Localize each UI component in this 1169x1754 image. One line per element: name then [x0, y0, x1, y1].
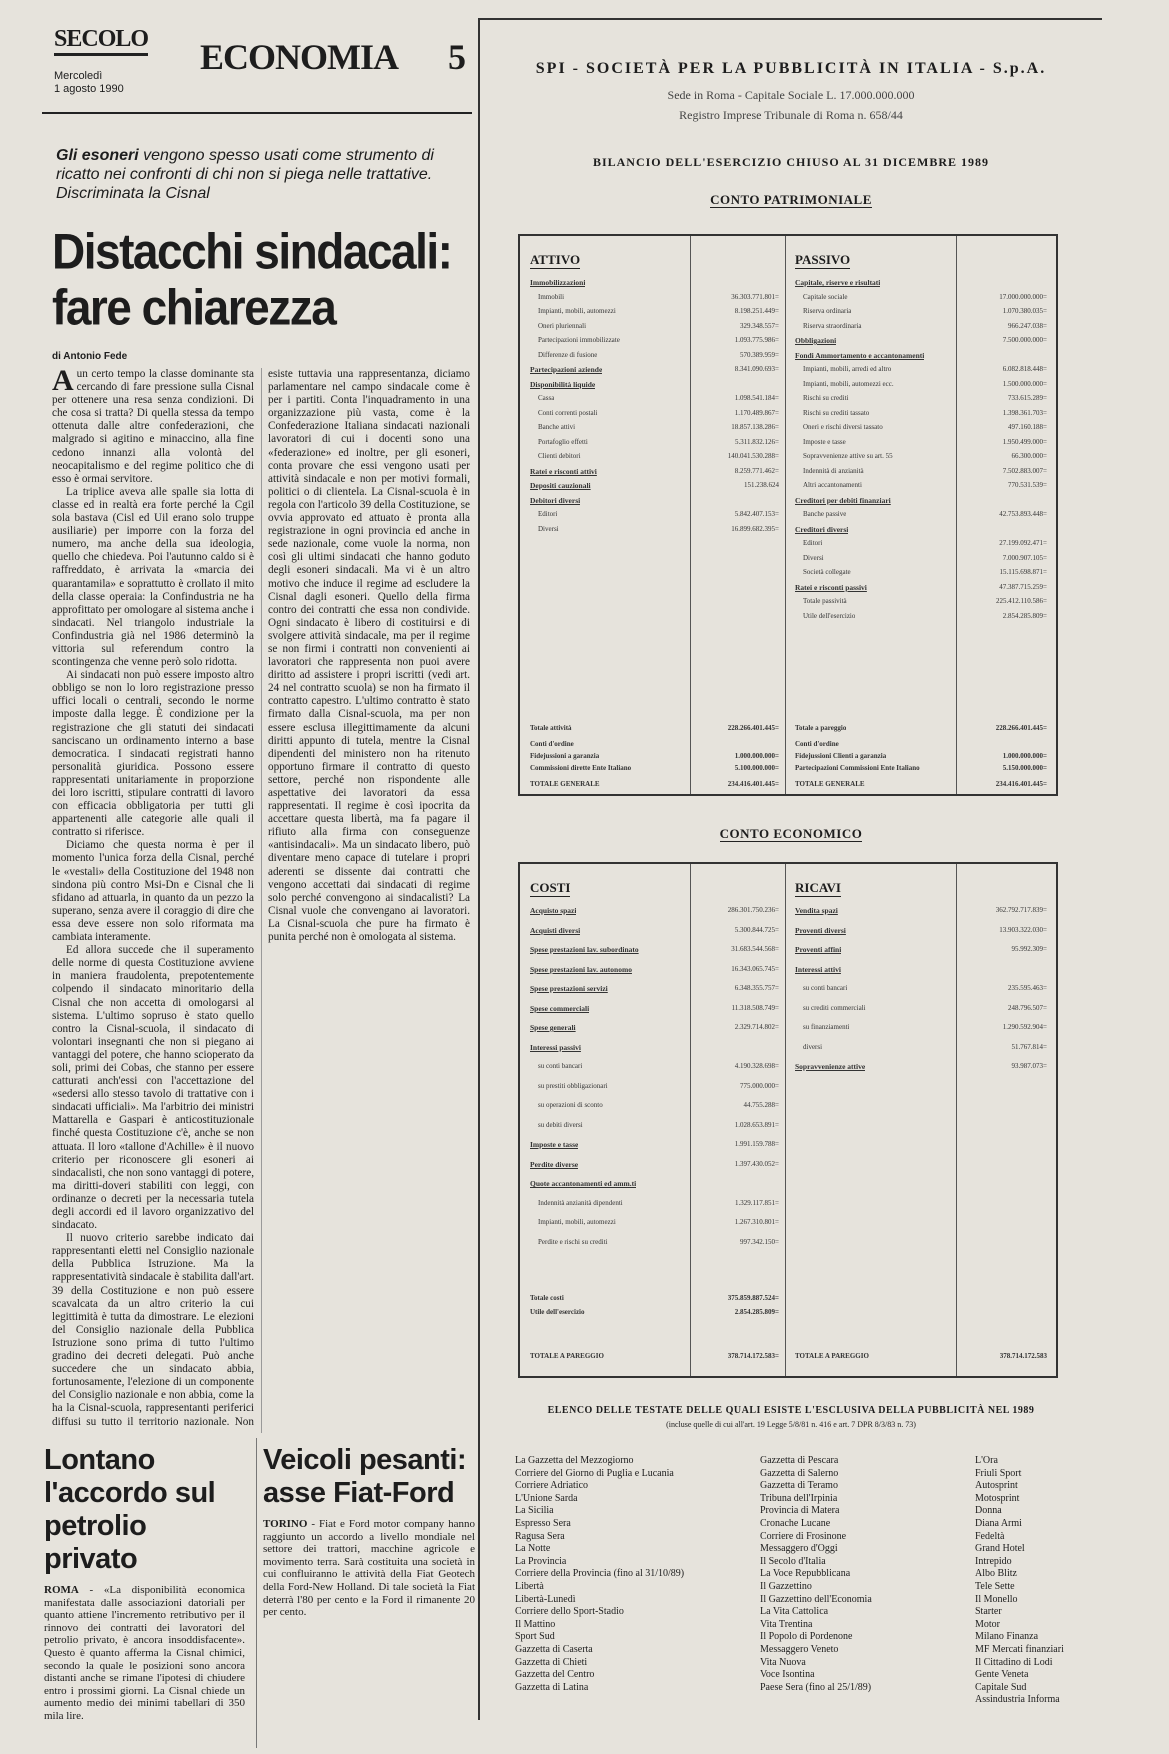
publications-title: ELENCO DELLE TESTATE DELLE QUALI ESISTE L'ESCLUSIVA DELLA PUBBLICITÀ NEL 1989	[547, 1405, 1035, 1416]
publication-item: MF Mercati finanziari	[975, 1643, 1064, 1655]
balance-row-label: Immobili	[538, 292, 565, 301]
total-row-value: 1.000.000.000=	[1002, 752, 1047, 760]
balance-row-value: 51.767.814=	[1011, 1042, 1047, 1051]
article-paragraph: Ed allora succede che il superamento delle norme di questa Costituzione avviene in maniera fraudolenta, prepotentemente colpendo il sindacato minoritario della Cisnal che non accetta di omologarsi al sistema. L'ultimo sopruso è stato quello contro la Cisnal-scuola, il sindacato di volontari insegnanti che non si piegano ai vantaggi del potere, che hanno scioperato da soli, primi dei Cobas, che stanno per essere catturati anch'essi con l'accettazione del «sedersi allo stesso tavolo di trattative con i sindacati ufficiali». Ma l'arbitrio dei ministri Mattarella e Gaspari è anticostituzionale finché questa Costituzione c'è, anche se non attuata. Il loro «tallone d'Achille» è il nuovo criterio per riconoscere gli esoneri ai sindacalisti, che non sono vantaggi di potere, ma diritti-doveri stabiliti con leggi, con ordinanze o decreti per la necessaria tutela degli accordi ed il lavoro organizzativo del sindacato.	[52, 944, 254, 1232]
balance-row-label: Conti correnti postali	[538, 408, 598, 417]
balance-row-value: 1.170.489.867=	[734, 408, 779, 417]
balance-row-label: su crediti commerciali	[803, 1003, 866, 1012]
total-row-label: Fidejussioni Clienti a garanzia	[795, 752, 887, 760]
balance-row-label: su operazioni di sconto	[538, 1101, 603, 1109]
balance-row-value: 775.000.000=	[740, 1081, 779, 1090]
balance-row-label: Fondi Ammortamento e accantonamenti	[795, 350, 925, 360]
balance-row-label: Vendita spazi	[795, 906, 838, 915]
dateline: ROMA	[44, 1584, 79, 1596]
publication-item: Tele Sette	[975, 1580, 1015, 1592]
balance-row-label: Immobilizzazioni	[530, 278, 586, 287]
balance-row-label: su finanziamenti	[803, 1023, 850, 1031]
balance-row-label: Acquisti diversi	[530, 925, 581, 935]
publication-item: Gazzetta di Teramo	[760, 1480, 838, 1492]
total-row-label: TOTALE GENERALE	[530, 780, 600, 788]
balance-row-value: 2.329.714.802=	[734, 1023, 779, 1031]
balance-row-value: 6.082.818.448=	[1002, 365, 1047, 373]
kicker-text: vengono spesso usati come strumento di ricatto nei confronti di chi non si piega nelle trattative. Discriminata la Cisnal	[56, 147, 434, 202]
short-text: - Fiat e Ford motor company hanno raggiunto un accordo a livello mondiale nel settore dei trattori, macchine agricole e movimento terra. Sarà costituita una società in cui confluiranno le attività della Fiat Geotech della Ford-New Holland. Di tale società la Fiat deterrà l'80 per cento e la Ford il rimanente 20 per cento.	[263, 1518, 475, 1619]
balance-row-label: Clienti debitori	[538, 452, 581, 460]
balance-row-value: 17.000.000.000=	[999, 292, 1047, 301]
balance-row-label: Diversi	[538, 524, 559, 533]
balance-row-value: 31.683.544.568=	[731, 945, 779, 953]
conto-patrimoniale-table	[518, 234, 1058, 796]
balance-row-label: Creditori diversi	[795, 524, 849, 534]
balance-row-label: Indennità anzianità dipendenti	[538, 1198, 623, 1207]
balance-row-label: Disponibilità liquide	[530, 379, 596, 389]
total-row-label: TOTALE A PAREGGIO	[795, 1352, 869, 1360]
article-byline: di Antonio Fede	[52, 351, 128, 362]
article-paragraph: Ai sindacati non può essere imposto altro obbligo se non lo loro registrazione presso uffici locali o centrali, secondo le norme imposte dalla legge. È condizione per la registrazione che gli statuti dei sindacati sanciscano un ordinamento interno a base democratica. I sindacati registrati hanno personalità giuridica. Possono essere rappresentati unitariamente in proporzione dei loro iscritti, stipulare contratti di lavoro con efficacia obbligatoria per tutti gli appartenenti alle categorie alle quali il contratto si riferisce.	[52, 669, 254, 839]
balance-row-label: Perdite diverse	[530, 1159, 579, 1169]
balance-row-value: 1.397.430.052=	[734, 1159, 779, 1168]
balance-row-label: Obbligazioni	[795, 336, 837, 345]
total-row-value: 375.859.887.524=	[727, 1294, 779, 1302]
total-row-value: 234.416.401.445=	[727, 780, 779, 788]
publication-item: La Notte	[515, 1543, 551, 1555]
balance-row-label: Imposte e tasse	[803, 437, 846, 446]
balance-row-value: 13.903.322.030=	[999, 925, 1047, 934]
article-paragraph: La triplice aveva alle spalle sia lotta di classe ed in realtà era forte perché la Cgil sola bastava (Cisl ed Uil erano solo truppe ausiliarie) per imporre con la forza del numero, ma anche della sua ideologia, quello che chiedeva. Poi l'autunno caldo si è raffreddato, è arrivata la «marcia dei quarantamila» e soprattutto è crollato il mito della classe operaia: la Confindustria ne ha approfittato per omologare al sistema anche i sindacati. Nel triangolo industriale la Confindustria già nel 1986 determinò la vittoria sul referendum contro la scontingenza che venne però solo ridotta.	[52, 485, 254, 669]
article-body	[52, 364, 470, 1433]
publication-item: Albo Blitz	[975, 1568, 1017, 1580]
balance-row-label: Sopravvenienze attive	[795, 1062, 866, 1071]
conto-economico-title	[480, 826, 1102, 842]
balance-row-label: Utile dell'esercizio	[803, 611, 856, 620]
section-title: ECONOMIA	[200, 37, 398, 77]
balance-row-value: 15.115.698.871=	[999, 568, 1047, 576]
balance-row-label: Differenze di fusione	[538, 350, 598, 359]
short-body	[261, 1518, 477, 1619]
publication-item: La Vita Cattolica	[760, 1606, 829, 1618]
publication-item: La Sicilia	[515, 1505, 554, 1517]
publication-item: Il Gazzettino dell'Economia	[760, 1593, 872, 1605]
balance-row-value: 1.329.117.851=	[735, 1198, 779, 1207]
publication-item: La Voce Repubblicana	[760, 1568, 851, 1580]
newspaper-logo: SECOLO	[54, 26, 148, 56]
publications-col-2	[760, 1455, 945, 1707]
publication-item: Gazzetta di Pescara	[760, 1455, 839, 1466]
balance-row-label: Capitale, riserve e risultati	[795, 278, 881, 287]
publication-item: Cronache Lucane	[760, 1517, 831, 1529]
publication-item: Messaggero d'Oggi	[760, 1543, 838, 1555]
balance-row-label: Altri accantonamenti	[803, 481, 862, 489]
total-row-label: TOTALE GENERALE	[795, 780, 865, 788]
conto-economico-label: CONTO ECONOMICO	[719, 826, 863, 841]
publication-item: Tribuna dell'Irpinia	[760, 1492, 838, 1504]
balance-row-value: 770.531.539=	[1008, 481, 1047, 489]
balance-row-value: 497.160.188=	[1008, 423, 1047, 431]
balance-row-label: Oneri pluriennali	[538, 321, 587, 330]
balance-row-label: su debiti diversi	[538, 1120, 583, 1129]
short-headline: Lontano l'accordo sul petrolio privato	[44, 1444, 216, 1575]
publication-item: La Provincia	[515, 1555, 567, 1567]
balance-row-label: su conti bancari	[803, 984, 848, 992]
short-text: - «La disponibilità economica manifestata dalle associazioni datoriali per quanto attiene l'incremento retributivo per il rinnovo dei contratti dei lavoratori del petrolio privato, è ancora insoddisfacente». Questo è quanto afferma la Cisnal chimici, secondo la quale le posizioni sono ancora distanti anche se rimane l'ipotesi di chiudere entro i prossimi giorni. La Cisnal chiede un aumento medio dei minimi tabellari di 350 mila lire.	[44, 1584, 245, 1722]
publication-item: Motor	[975, 1618, 1000, 1630]
balance-row-value: 4.190.328.698=	[734, 1062, 779, 1070]
publication-item: Gente Veneta	[975, 1669, 1029, 1681]
article-headline: Distacchi sindacali: fare chiarezza	[52, 223, 452, 336]
balance-row-label: Cassa	[538, 394, 555, 402]
balance-row-value: 8.259.771.462=	[734, 466, 779, 475]
balance-row-value: 18.857.138.286=	[731, 423, 779, 431]
balance-row-label: Spese commerciali	[530, 1003, 590, 1013]
total-row-value: 1.000.000.000=	[734, 752, 779, 760]
publication-item: Gazzetta del Centro	[515, 1669, 595, 1681]
balance-row-label: Riserva straordinaria	[803, 321, 862, 330]
balance-row-label: Acquisto spazi	[530, 906, 577, 915]
publication-item: Il Gazzettino	[760, 1580, 812, 1592]
balance-row-value: 8.341.090.693=	[734, 365, 779, 373]
balance-row-label: diversi	[803, 1042, 823, 1051]
total-row-label: Utile dell'esercizio	[530, 1308, 585, 1316]
balance-row-label: Editori	[538, 510, 558, 518]
balance-row-value: 93.987.073=	[1011, 1062, 1047, 1070]
advertisement-balance-sheet	[478, 18, 1102, 1720]
publication-item: Corriere del Giorno di Puglia e Lucania	[515, 1467, 674, 1479]
balance-row-value: 1.093.775.986=	[734, 336, 779, 344]
publication-item: Grand Hotel	[975, 1543, 1025, 1555]
publication-item: Messaggero Veneto	[760, 1643, 839, 1655]
publication-item: Il Monello	[975, 1593, 1018, 1605]
issue-full-date: 1 agosto 1990	[54, 83, 124, 95]
publication-item: Ragusa Sera	[515, 1530, 565, 1542]
balance-row-label: Spese prestazioni servizi	[530, 984, 608, 993]
balance-row-label: Creditori per debiti finanziari	[795, 495, 891, 505]
issue-day: Mercoledì	[54, 70, 103, 82]
balance-row-label: Interessi passivi	[530, 1042, 581, 1052]
total-row-label: Totale costi	[530, 1294, 564, 1302]
balance-row-value: 36.303.771.801=	[731, 292, 779, 301]
article-paragraph: Diciamo che questa norma è per il momento l'unica forza della Cisnal, perché le «vestali» della Costituzione del 1948 non sindona più contro Msi-Dn e Cisnal che li sfidano ad attuarla, in quanto da un pezzo la superano, senza avere il coraggio di dire che essa deve essere non solo riformata ma cambiata interamente.	[52, 839, 254, 944]
costi-side	[520, 864, 785, 1376]
passivo-side	[785, 236, 1053, 794]
passivo-heading: PASSIVO	[795, 252, 851, 267]
total-row-value: 228.266.401.445=	[727, 724, 779, 732]
publications-columns	[515, 1455, 1075, 1707]
balance-row-value: 1.028.653.891=	[734, 1120, 779, 1129]
balance-row-label: Perdite e rischi su crediti	[538, 1237, 608, 1246]
publication-item: Corriere di Frosinone	[760, 1530, 847, 1542]
balance-row-label: Sopravvenienze attive su art. 55	[803, 452, 893, 460]
balance-row-value: 1.500.000.000=	[1002, 379, 1047, 388]
publication-item: Gazzetta di Salerno	[760, 1467, 839, 1479]
balance-row-label: Interessi attivi	[795, 964, 841, 974]
balance-row-value: 362.792.717.839=	[995, 906, 1047, 914]
article-paragraph: Il nuovo criterio sarebbe indicato dai rappresentanti eletti nel Consiglio nazionale della Pubblica Istruzione. Ma la rappresentatività sindacale è stabilita dall'art. 39 della Costituzione e non può essere scavalcata da un altro criterio la cui legittimità è tutta da dimostrare. Le elezioni del Consiglio nazionale della Pubblica Istruzione sono prima di tutto l'ultimo gradino dei decreti delegati. Può anche succedere che un sindacato abbia, fortunosamente, l'elezione di un componente del Consiglio nazionale e non abbia, come la ha la Cisnal-scuola, rappresentanti periferici diffusi su tutto il territorio nazionale. Non esiste tuttavia una rappresentanza, diciamo parlamentare nel campo sindacale come è per i partiti. Conta l'inquadramento in una organizzazione più vasta, come è la Confederazione Italiana sindacati nazionali lavoratori di cui i docenti sono una «federazione» ed inoltre, per gli esoneri, conta provare che essi vengono usati per attività sindacale e non per motivi formali, politici o di clientela. La Cisnal-scuola è in regola con l'articolo 39 della Costituzione, se ovvia approvato ed attuato è pronta alla registrazione in ogni provincia ed anche in sede nazionale, come vuole la norma, non così gli ultimi sindacati che hanno goduto degli esoneri sindacali. Ma vi è un altro motivo che induce il regime ad escludere la Cisnal dagli esoneri. Quello della firma contro dei contratti che essa non condivide. Ogni sindacato è libero di costituirsi e di svolgere attività sindacale, ma per il regime se non firmi i contratti non convenienti ai lavoratori che rappresenta non puoi avere diritto ad assistere i propri iscritti (vedi art. 24 nel contratto scuola) se non ha firmato il contratto capestro. L'ultimo contratto è stato firmato dalla Cisnal-scuola, ma per non essere esclusa illegittimamente da alcuni diritti appunto di tutela, mentre la Cisnal dipendenti del ministero non ha ritenuto opportuno firmare il contratto di questo settore, perché non rispondente alle aspettative dei lavoratori da essa rappresentati. Il regime è così ipocrita da accettare questa libertà, ma fa pagare il rifiuto alla firma con conseguenze «antisindacali». Ma un sindacato libero, può diventare meno capace di tutelare i propri aderenti se dissente dai contratti che vengono accettati dai sindacati di regime solo perché convengono ai sindacalisti? La Cisnal vuole che convengano ai lavoratori. La Cisnal-scuola che pure ha firmato è punita perché non è omologata al sistema.	[52, 368, 470, 1428]
balance-row-label: Diversi	[803, 553, 824, 562]
balance-row-value: 1.070.380.035=	[1002, 307, 1047, 315]
balance-row-value: 966.247.038=	[1008, 321, 1047, 330]
publication-item: Sport Sud	[515, 1631, 555, 1643]
short-headline: Veicoli pesanti: asse Fiat-Ford	[263, 1444, 467, 1509]
balance-row-value: 27.199.092.471=	[999, 539, 1047, 547]
publication-item: Paese Sera (fino al 25/1/89)	[760, 1681, 872, 1693]
balance-row-value: 44.755.288=	[743, 1101, 779, 1109]
balance-row-label: su prestiti obbligazionari	[538, 1081, 608, 1090]
balance-row-value: 7.000.907.105=	[1002, 553, 1047, 562]
balance-row-value: 1.398.361.703=	[1002, 408, 1047, 417]
publication-item: Espresso Sera	[515, 1517, 571, 1529]
total-row-label: Conti d'ordine	[795, 740, 839, 748]
publication-item: Intrepido	[975, 1555, 1012, 1567]
balance-row-label: Indennità di anzianità	[803, 466, 864, 475]
balance-row-value: 5.311.832.126=	[735, 437, 779, 446]
total-row-label: Fidejussioni a garanzia	[530, 752, 600, 760]
publication-item: Milano Finanza	[975, 1631, 1039, 1643]
costi-heading: COSTI	[530, 880, 571, 895]
total-row-value: 228.266.401.445=	[995, 724, 1047, 732]
balance-row-label: Editori	[803, 539, 823, 547]
publication-item: Voce Isontina	[760, 1669, 815, 1681]
balance-row-value: 7.500.000.000=	[1002, 336, 1047, 344]
publication-item: Gazzetta di Latina	[515, 1681, 589, 1693]
balance-row-label: Imposte e tasse	[530, 1140, 579, 1149]
first-paragraph-text: un certo tempo la classe dominante sta cercando di fare pressione sulla Cisnal per ottenere una resa senza condizioni. Di che cosa si tratta? Di quella stessa da tempo ottenuta dalle altre confederazioni, che malgrado si agitino e minaccino, alla fine cedono innanzi alla volontà del neocapitalismo e del regime politico che di esso è ormai servitore.	[52, 368, 254, 485]
balance-row-value: 733.615.289=	[1008, 394, 1047, 402]
short-article-petrolio	[42, 1438, 247, 1748]
balance-row-value: 248.796.507=	[1008, 1003, 1047, 1012]
kicker-bold: Gli esoneri	[56, 147, 139, 164]
total-row-value: 5.100.000.000=	[734, 764, 779, 772]
balance-row-value: 11.318.508.749=	[731, 1003, 779, 1012]
balance-row-label: Impianti, mobili, arredi ed altro	[803, 365, 892, 373]
ricavi-side	[785, 864, 1053, 1376]
balance-row-label: Rischi su crediti	[803, 394, 849, 402]
main-article	[42, 128, 472, 1428]
publication-item: Friuli Sport	[975, 1467, 1022, 1479]
left-column	[42, 18, 475, 1724]
short-body	[42, 1584, 247, 1723]
publication-item: Libertà-Lunedì	[515, 1593, 576, 1605]
ricavi-heading: RICAVI	[795, 880, 841, 895]
publication-item: Corriere della Provincia (fino al 31/10/89)	[515, 1568, 685, 1580]
publication-item: L'Ora	[975, 1455, 998, 1466]
balance-row-label: Spese generali	[530, 1023, 576, 1032]
publication-item: Vita Trentina	[760, 1618, 813, 1630]
balance-row-value: 1.991.159.788=	[734, 1140, 779, 1148]
balance-row-value: 95.992.309=	[1011, 945, 1047, 953]
balance-row-value: 5.842.407.153=	[734, 510, 779, 518]
total-row-label: Conti d'ordine	[530, 740, 574, 748]
balance-row-value: 2.854.285.809=	[1002, 611, 1047, 620]
balance-row-value: 6.348.355.757=	[734, 984, 779, 992]
balance-row-value: 7.502.883.007=	[1002, 466, 1047, 475]
balance-row-label: Debitori diversi	[530, 495, 581, 505]
drop-cap: A	[52, 364, 74, 397]
publication-item: Corriere dello Sport-Stadio	[515, 1606, 624, 1618]
conto-economico-table	[518, 862, 1058, 1378]
balance-row-value: 235.595.463=	[1008, 984, 1047, 992]
balance-row-label: Impianti, mobili, automezzi ecc.	[803, 379, 894, 388]
total-row-label: Totale attività	[530, 724, 572, 732]
publication-item: Assindustria Informa	[975, 1694, 1060, 1706]
publication-item: Il Mattino	[515, 1618, 556, 1630]
balance-row-label: Banche attivi	[538, 423, 576, 431]
balance-row-label: Quote accantonamenti ed amm.ti	[530, 1179, 637, 1188]
article-kicker	[56, 146, 458, 203]
publication-item: Motosprint	[975, 1492, 1020, 1504]
company-register: Registro Imprese Tribunale di Roma n. 658/44	[679, 108, 903, 122]
conto-patrimoniale-label: CONTO PATRIMONIALE	[710, 192, 872, 207]
balance-row-value: 1.290.592.904=	[1002, 1023, 1047, 1031]
publication-item: Capitale Sud	[975, 1681, 1027, 1693]
article-paragraph	[52, 364, 254, 486]
balance-row-label: Proventi affini	[795, 945, 842, 954]
balance-row-value: 16.343.065.745=	[731, 964, 779, 973]
balance-row-value: 1.267.310.801=	[734, 1218, 779, 1226]
balance-row-label: Spese prestazioni lav. subordinato	[530, 945, 639, 954]
balance-row-label: Ratei e risconti attivi	[530, 466, 597, 476]
publications-col-1	[515, 1455, 730, 1707]
balance-row-label: Società collegate	[803, 568, 851, 576]
publication-item: Il Cittadino di Lodi	[975, 1656, 1053, 1668]
total-row-label: Totale a pareggio	[795, 724, 847, 732]
balance-row-label: Partecipazioni immobilizzate	[538, 336, 620, 344]
balance-row-value: 8.198.251.449=	[734, 307, 779, 315]
total-row-label: Partecipazioni Commissioni Ente Italiano	[795, 764, 920, 772]
publication-item: Fedeltà	[975, 1530, 1005, 1542]
publication-item: Corriere Adriatico	[515, 1480, 589, 1492]
publication-item: Provincia di Matera	[760, 1505, 840, 1517]
balance-row-label: Riserva ordinaria	[803, 307, 852, 315]
balance-row-label: Banche passive	[803, 510, 847, 518]
balance-row-value: 1.950.499.000=	[1002, 437, 1047, 446]
total-row-value: 2.854.285.809=	[734, 1308, 779, 1316]
publication-item: Gazzetta di Chieti	[515, 1656, 588, 1668]
balance-row-label: Portafoglio effetti	[538, 437, 588, 446]
conto-patrimoniale-title	[480, 192, 1102, 208]
publication-item: La Gazzetta del Mezzogiorno	[515, 1455, 634, 1466]
balance-row-label: Depositi cauzionali	[530, 481, 591, 490]
publication-item: Diana Armi	[975, 1517, 1022, 1529]
company-name: SPI - SOCIETÀ PER LA PUBBLICITÀ IN ITALIA - S.p.A.	[535, 60, 1047, 77]
page-number: 5	[448, 37, 466, 77]
balance-row-label: Partecipazioni aziende	[530, 365, 603, 374]
balance-row-label: Impianti, mobili, automezzi	[538, 1218, 616, 1226]
issue-date	[54, 70, 154, 96]
balance-row-label: Totale passività	[803, 597, 847, 605]
balance-row-value: 42.753.893.448=	[999, 510, 1047, 518]
balance-row-label: Spese prestazioni lav. autonomo	[530, 964, 632, 974]
publication-item: L'Unione Sarda	[515, 1492, 578, 1504]
publication-item: Libertà	[515, 1580, 544, 1592]
total-row-value: 5.150.000.000=	[1002, 764, 1047, 772]
masthead	[42, 18, 472, 114]
publications-col-3	[975, 1455, 1075, 1707]
balance-row-value: 151.238.624	[744, 481, 779, 489]
balance-row-value: 997.342.150=	[740, 1237, 779, 1246]
balance-row-label: su conti bancari	[538, 1062, 583, 1070]
short-article-fiat-ford	[256, 1438, 477, 1748]
publications-note: (incluse quelle di cui all'art. 19 Legge 5/8/81 n. 416 e art. 7 DPR 8/3/83 n. 73)	[666, 1420, 916, 1429]
company-capital: Sede in Roma - Capitale Sociale L. 17.000.000.000	[667, 88, 915, 102]
balance-row-value: 286.301.750.236=	[727, 906, 779, 914]
balance-row-value: 1.098.541.184=	[734, 394, 779, 402]
dateline: TORINO	[263, 1518, 308, 1530]
publications-list	[480, 1405, 1102, 1706]
publication-item: Il Popolo di Pordenone	[760, 1631, 853, 1643]
publication-item: Gazzetta di Caserta	[515, 1643, 593, 1655]
publication-item: Il Secolo d'Italia	[760, 1555, 826, 1567]
balance-row-value: 16.899.682.395=	[731, 524, 779, 533]
balance-title: BILANCIO DELL'ESERCIZIO CHIUSO AL 31 DICEMBRE 1989	[592, 155, 990, 169]
publication-item: Vita Nuova	[760, 1656, 806, 1668]
attivo-heading: ATTIVO	[530, 252, 581, 267]
publication-item: Starter	[975, 1606, 1002, 1618]
balance-row-value: 66.300.000=	[1011, 452, 1047, 460]
total-row-value: 378.714.172.583	[999, 1352, 1047, 1360]
attivo-side	[520, 236, 785, 794]
publication-item: Donna	[975, 1505, 1002, 1517]
balance-row-value: 570.389.959=	[740, 350, 779, 359]
total-row-label: TOTALE A PAREGGIO	[530, 1352, 604, 1360]
balance-row-value: 225.412.110.586=	[996, 597, 1047, 605]
balance-row-label: Capitale sociale	[803, 292, 848, 301]
balance-row-value: 47.387.715.259=	[999, 582, 1047, 591]
total-row-label: Commissioni dirette Ente Italiano	[530, 764, 632, 772]
balance-row-value: 5.300.844.725=	[734, 925, 779, 934]
balance-row-label: Oneri e rischi diversi tassato	[803, 423, 883, 431]
balance-row-label: Ratei e risconti passivi	[795, 582, 867, 592]
balance-row-value: 329.348.557=	[740, 321, 779, 330]
publication-item: Autosprint	[975, 1480, 1018, 1492]
total-row-value: 234.416.401.445=	[995, 780, 1047, 788]
total-row-value: 378.714.172.583=	[727, 1352, 779, 1360]
balance-row-label: Proventi diversi	[795, 925, 846, 935]
balance-row-label: Impianti, mobili, automezzi	[538, 307, 616, 315]
balance-row-label: Rischi su crediti tassato	[803, 408, 870, 417]
balance-row-value: 140.041.530.288=	[727, 452, 779, 460]
